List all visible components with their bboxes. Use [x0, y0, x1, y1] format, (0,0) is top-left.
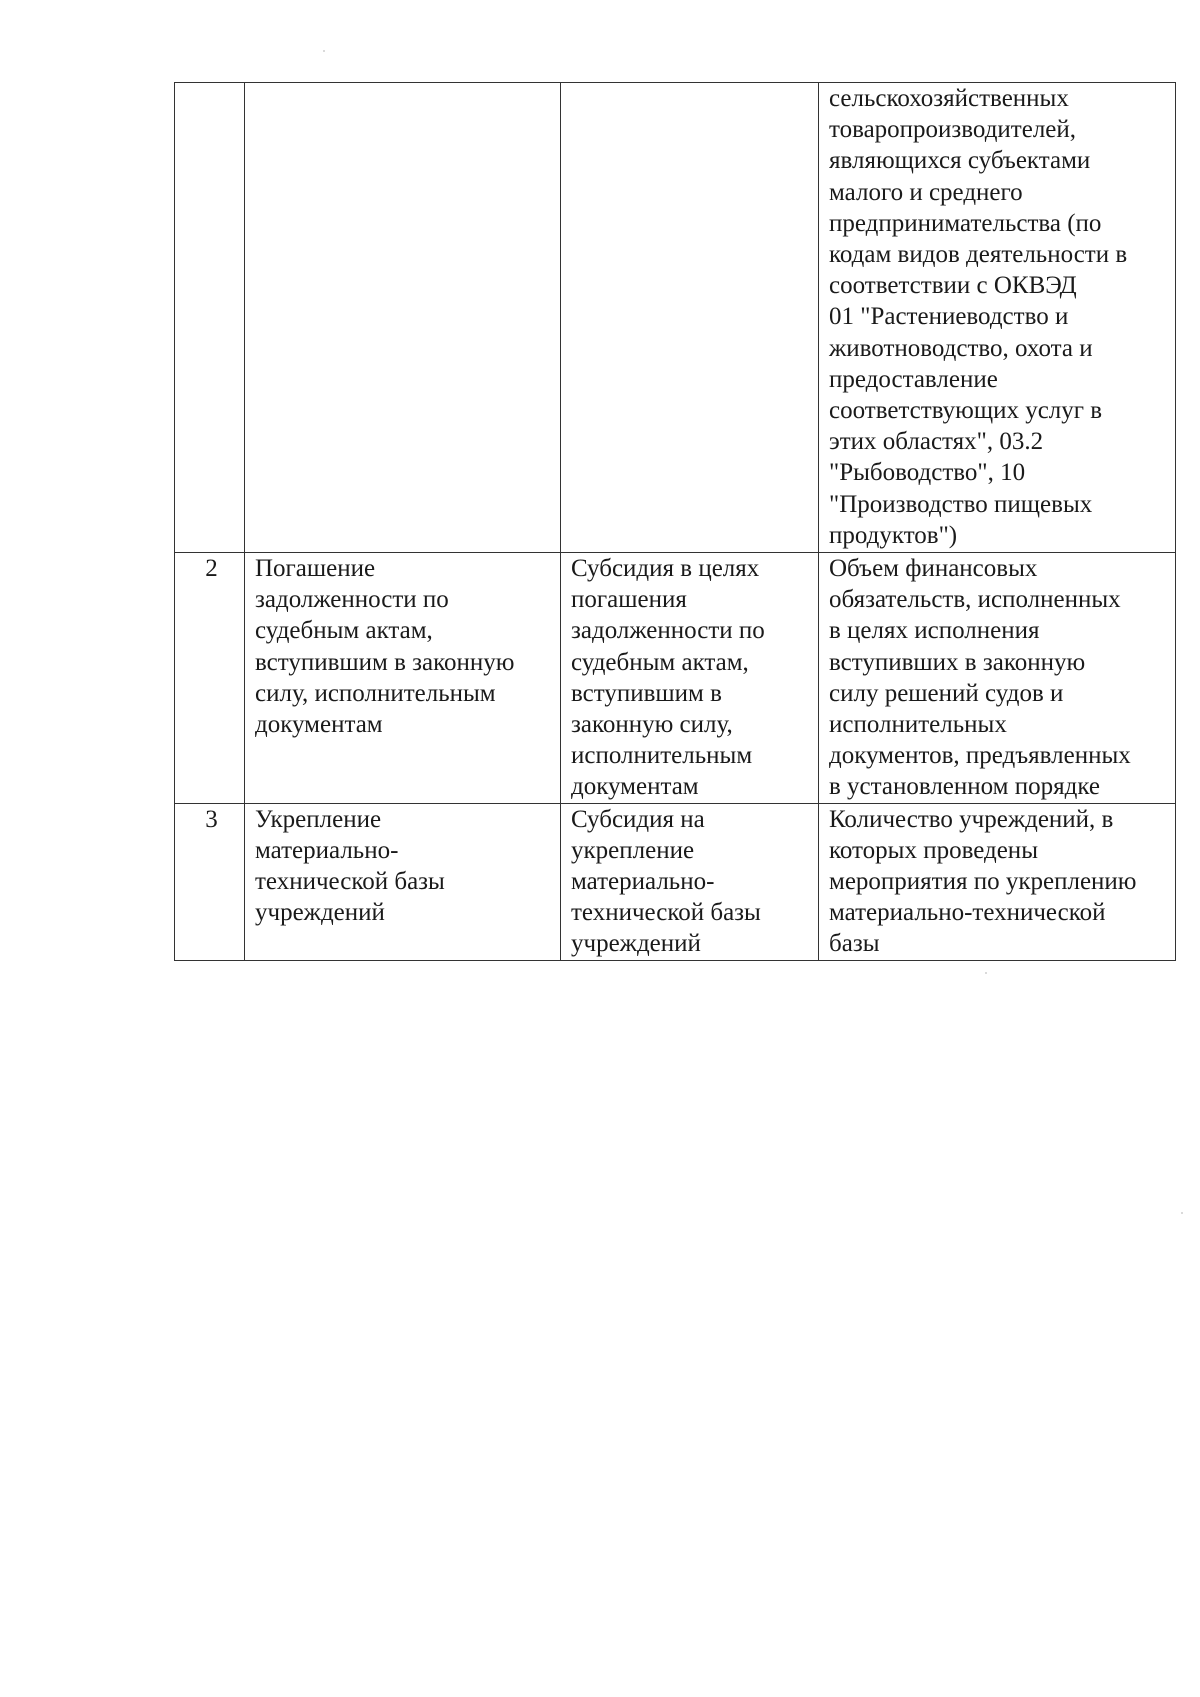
- direction-text: Укрепление материально- технической базы учреждений: [255, 805, 445, 927]
- scan-speck: [985, 972, 987, 974]
- subsidy-cell: [561, 83, 819, 553]
- scan-speck: [1181, 1212, 1183, 1214]
- indicator-cell: [819, 803, 1176, 960]
- subsidy-table: [174, 82, 1176, 961]
- row-number-cell: [175, 803, 245, 960]
- table-row: [175, 803, 1176, 960]
- direction-cell: [245, 553, 561, 804]
- scan-speck: [323, 50, 325, 52]
- indicator-cell: [819, 553, 1176, 804]
- row-number: 3: [205, 805, 218, 833]
- subsidy-text: Субсидия в целях погашения задолженности по судебным актам, вступившим в законную силу, исполнительным документам: [571, 555, 765, 801]
- indicator-text: Количество учреждений, в которых проведены мероприятия по укреплению материально-технической базы: [829, 805, 1137, 958]
- subsidy-cell: [561, 553, 819, 804]
- indicator-cell: [819, 83, 1176, 553]
- indicator-text: сельскохозяйственных товаропроизводителей, являющихся субъектами малого и среднего предпринимательства (по кодам видов деятельности в соответствии с ОКВЭД 01 "Растениеводство и животноводство, охота и предоставление соответствующих услуг в этих областях", 03.2 "Рыбоводство", 10 "Производство пищевых продуктов"): [829, 85, 1128, 549]
- direction-cell: [245, 803, 561, 960]
- subsidy-text: Субсидия на укрепление материально- технической базы учреждений: [571, 805, 761, 958]
- table-row: [175, 83, 1176, 553]
- table-row: [175, 553, 1176, 804]
- row-number: 2: [205, 555, 218, 582]
- direction-cell: [245, 83, 561, 553]
- subsidy-cell: [561, 803, 819, 960]
- row-number-cell: [175, 83, 245, 553]
- direction-text: Погашение задолженности по судебным актам, вступившим в законную силу, исполнительным документам: [255, 555, 515, 739]
- indicator-text: Объем финансовых обязательств, исполненных в целях исполнения вступивших в законную силу решений судов и исполнительных документов, предъявленных в установленном порядке: [829, 555, 1131, 801]
- row-number-cell: [175, 553, 245, 804]
